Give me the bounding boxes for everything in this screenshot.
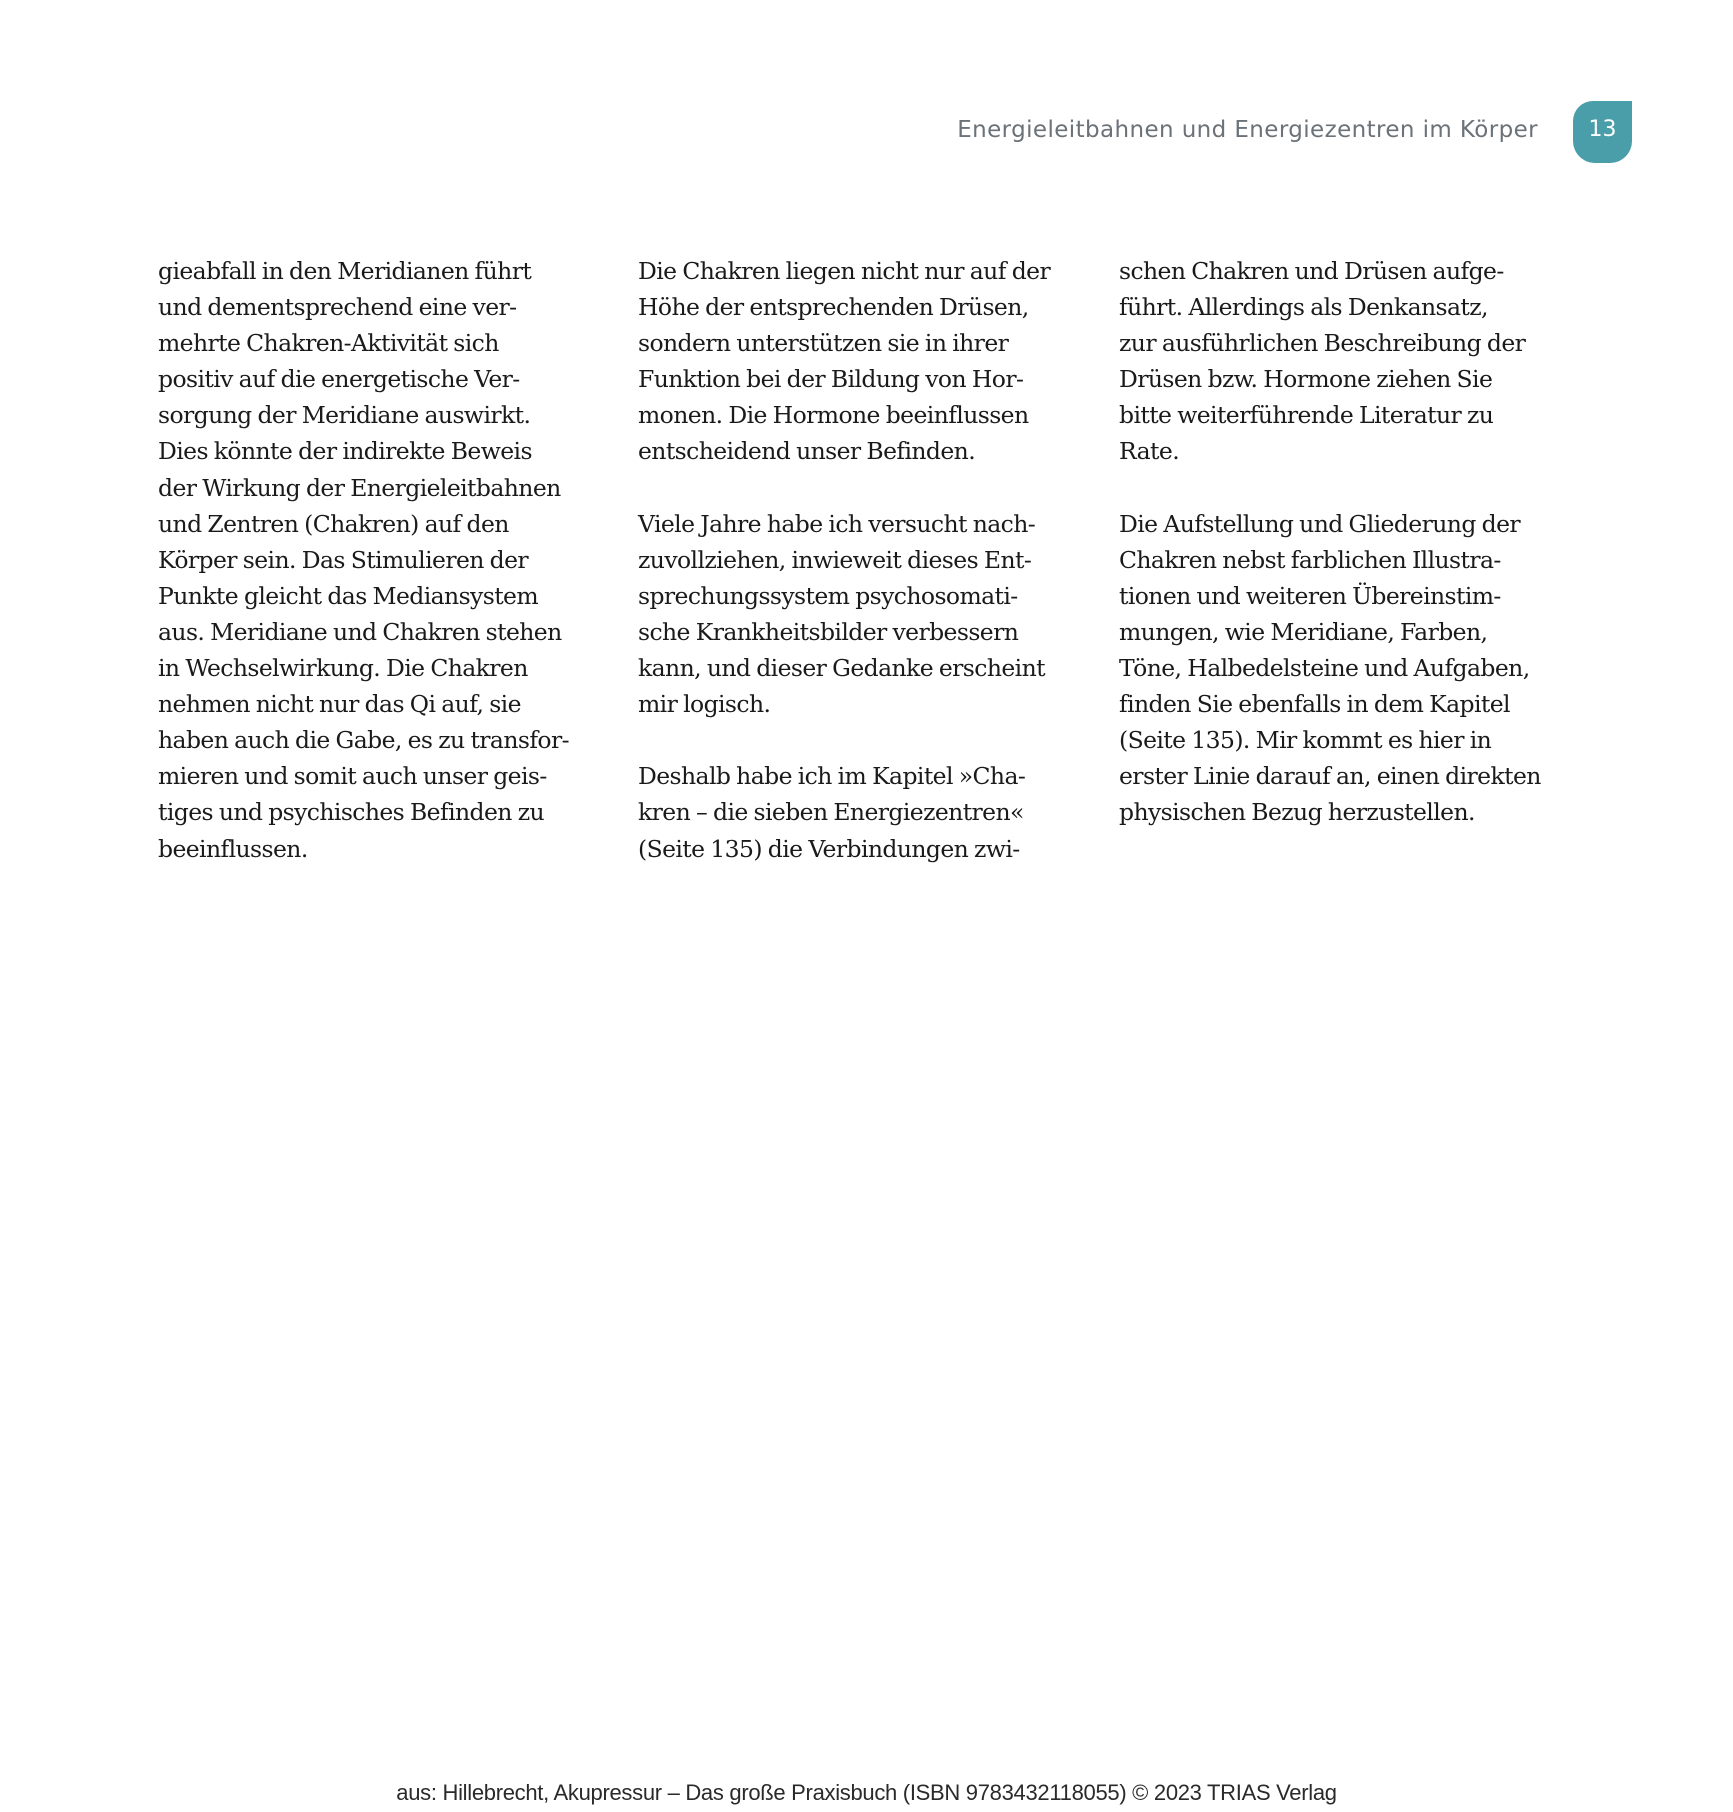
text-line: kren – die sieben Energiezentren« (638, 798, 1024, 827)
paragraph (1119, 253, 1559, 470)
text-line: sondern unterstützen sie in ihrer (638, 329, 1009, 358)
text-line: Punkte gleicht das Mediansystem (158, 581, 539, 610)
paragraph (1119, 506, 1559, 831)
text-line: führt. Allerdings als Denkansatz, (1119, 293, 1488, 322)
text-line: Die Aufstellung und Gliederung der (1119, 509, 1521, 538)
paragraph (158, 253, 598, 867)
text-line: finden Sie ebenfalls in dem Kapitel (1119, 690, 1510, 719)
text-line: entscheidend unser Befinden. (638, 437, 976, 466)
text-line: Viele Jahre habe ich versucht nach- (638, 509, 1036, 538)
paragraph (638, 506, 1078, 723)
text-line: tiges und psychisches Befinden zu (158, 798, 545, 827)
text-column-2 (638, 253, 1078, 867)
page-number-badge (1573, 101, 1632, 163)
text-line: haben auch die Gabe, es zu transfor- (158, 726, 569, 755)
text-line: nehmen nicht nur das Qi auf, sie (158, 690, 521, 719)
text-line: kann, und dieser Gedanke erscheint (638, 654, 1045, 683)
text-line: (Seite 135). Mir kommt es hier in (1119, 726, 1492, 755)
text-line: Höhe der entsprechenden Drüsen, (638, 293, 1029, 322)
text-line: mehrte Chakren-Aktivität sich (158, 329, 499, 358)
text-line: tionen und weiteren Übereinstim- (1119, 581, 1501, 610)
text-line: sprechungssystem psychosomati- (638, 581, 1018, 610)
copyright-footer: aus: Hillebrecht, Akupressur – Das große Praxisbuch (ISBN 9783432118055) © 2023 TRIAS Verlag (396, 1780, 1337, 1805)
text-column-1 (158, 253, 598, 867)
text-line: in Wechselwirkung. Die Chakren (158, 654, 528, 683)
text-line: mir logisch. (638, 690, 771, 719)
text-line: zur ausführlichen Beschreibung der (1119, 329, 1526, 358)
text-line: sorgung der Meridiane auswirkt. (158, 401, 531, 430)
text-line: Drüsen bzw. Hormone ziehen Sie (1119, 365, 1493, 394)
text-line: Töne, Halbedelsteine und Aufgaben, (1119, 654, 1530, 683)
text-line: zuvollziehen, inwieweit dieses Ent- (638, 545, 1032, 574)
text-line: Funktion bei der Bildung von Hor- (638, 365, 1024, 394)
text-line: Chakren nebst farblichen Illustra- (1119, 545, 1501, 574)
text-line: mungen, wie Meridiane, Farben, (1119, 617, 1488, 646)
text-line: Die Chakren liegen nicht nur auf der (638, 257, 1051, 285)
text-line: aus. Meridiane und Chakren stehen (158, 617, 562, 646)
text-line: und dementsprechend eine ver- (158, 293, 517, 322)
text-line: mieren und somit auch unser geis- (158, 762, 547, 791)
text-line: positiv auf die energetische Ver- (158, 365, 520, 394)
text-line: Deshalb habe ich im Kapitel »Cha- (638, 762, 1026, 791)
text-line: beeinflussen. (158, 834, 308, 863)
text-line: (Seite 135) die Verbindungen zwi- (638, 834, 1020, 863)
text-line: monen. Die Hormone beeinflussen (638, 401, 1029, 430)
text-line: bitte weiterführende Literatur zu (1119, 401, 1494, 430)
text-column-3 (1119, 253, 1559, 831)
text-line: und Zentren (Chakren) auf den (158, 509, 509, 538)
text-line: Dies könnte der indirekte Beweis (158, 437, 532, 466)
text-line: der Wirkung der Energieleitbahnen (158, 473, 561, 502)
paragraph (638, 758, 1078, 866)
running-head-title: Energieleitbahnen und Energiezentren im Körper (957, 117, 1538, 143)
text-line: sche Krankheitsbilder verbessern (638, 617, 1019, 646)
paragraph (638, 253, 1078, 470)
text-line: Körper sein. Das Stimulieren der (158, 545, 529, 574)
text-line: gieabfall in den Meridianen führt (158, 257, 532, 285)
text-line: physischen Bezug herzustellen. (1119, 798, 1475, 827)
text-line: erster Linie darauf an, einen direkten (1119, 762, 1541, 791)
text-line: Rate. (1119, 437, 1180, 466)
text-line: schen Chakren und Drüsen aufge- (1119, 257, 1504, 285)
page-number: 13 (1588, 116, 1617, 142)
